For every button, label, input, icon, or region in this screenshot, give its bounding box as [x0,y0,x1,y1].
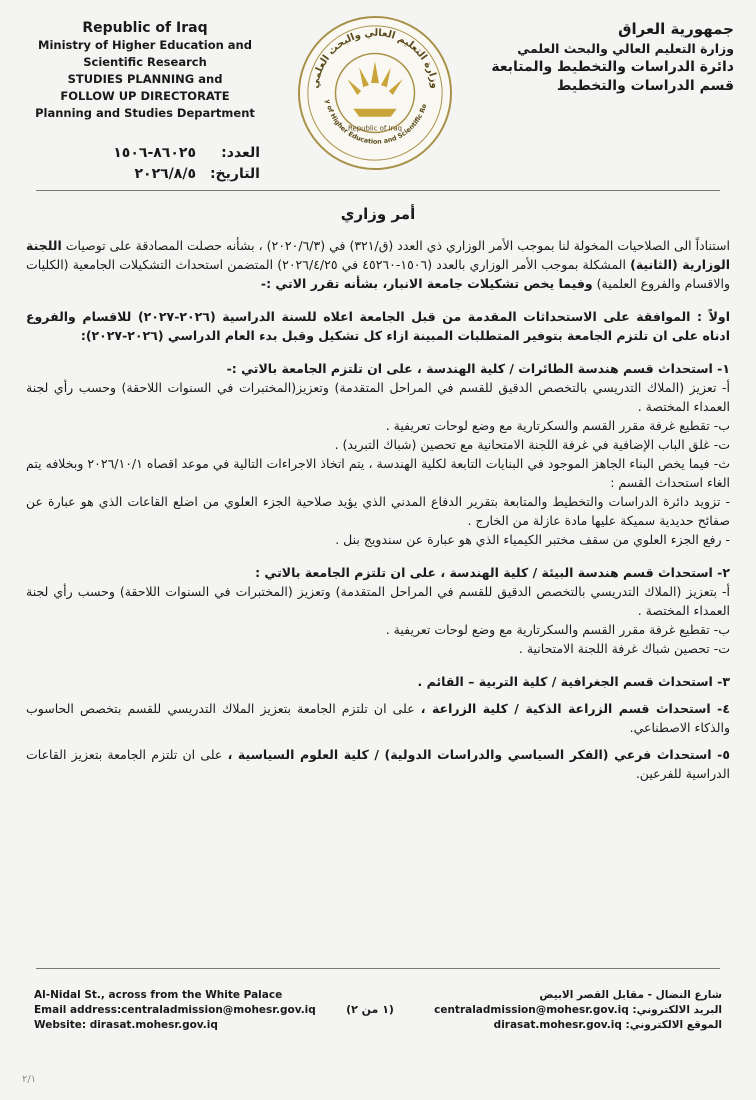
header-english [30,20,260,122]
seal-bottom-text: y of Higher Education and Scientific Re [323,98,429,146]
section-4-text: على ان تلتزم الجامعة بتعزيز الملاك التدريسي للقسم بتخصص الحاسوب والذكاء الاصطناعي. [26,701,730,735]
header-en-line: Republic of Iraq [82,20,208,36]
page-indicator: (١ من ٢) [346,1003,394,1016]
header-ar-line: قسم الدراسات والتخطيط [556,78,734,94]
header-ar-line: دائرة الدراسات والتخطيط والمتابعة [491,59,734,75]
footer-address-ar: شارع النضال - مقابل القصر الابيض [539,989,722,1001]
seal-top-text: وزارة التعليم العالي والبحث العلمي [309,27,441,90]
header-ar-line: وزارة التعليم العالي والبحث العلمي [517,41,734,56]
reference-block [90,143,260,185]
section-5-bold: ٥- استحداث فرعي (الفكر السياسي والدراسات الدولية) / كلية العلوم السياسية ، [227,747,730,762]
header-ar-line: جمهورية العراق [618,20,734,38]
section-2-item: ب- تقطيع غرفة مقرر القسم والسكرتارية مع وضع لوحات تعريفية . [385,622,730,637]
footer-arabic [422,988,722,1033]
section-1-item: ث- فيما يخص البناء الجاهز الموجود في البنايات التابعة لكلية الهندسة ، يتم اتخاذ الاجراءات التالية في موعد اقصاه ٢٠٢٦/١٠/١ وبخلافه يتم الغاء استحداث القسم : [26,456,730,490]
date-label: التاريخ: [209,166,260,182]
intro-text: المشكلة بموجب الأمر الوزاري بالعدد (١٥٠٦-٤٥٢٦٠ في ٢٠٢٦/٤/٢٥) المتضمن استحداث التشكيلات الجامعية (الكليات والاقسام والفروع العلمية) [26,257,730,291]
header-divider [36,190,720,191]
intro-text: ، بشأنه تقرر الاتي :- [260,276,388,291]
section-1-item: ب- تقطيع غرفة مقرر القسم والسكرتارية مع وضع لوحات تعريفية . [385,418,730,433]
header-en-line: Scientific Research [83,55,207,69]
footer-website: Website: dirasat.mohesr.gov.iq [34,1019,218,1031]
intro-text: استناداً الى الصلاحيات المخولة لنا بموجب الأمر الوزاري ذي العدد (ق/٣٢١) في (٢٠٢٠/٦/٣) ، بشأنه حصلت المصادقة على توصيات [61,238,730,253]
intro-bold: وفيما يخص تشكيلات جامعة الانبار [387,276,593,291]
intro-paragraph [26,236,730,293]
section-1-item: أ- تعزيز (الملاك التدريسي بالتخصص الدقيق للقسم في المراحل المتقدمة) وتعزيز(المختبرات في السنوات اللاحقة) وحسب رأي لجنة العمداء المختصة . [26,380,730,414]
footer-email: Email address:centraladmission@mohesr.gov.iq [34,1004,316,1016]
header-arabic [474,20,734,96]
section-1-subitem: - تزويد دائرة الدراسات والتخطيط والمتابعة بتقرير الدفاع المدني الذي يؤيد صلاحية الجزء العلوي من اضلع القاعات الذي هو عبارة عن صفائح حديدية سميكة عليها مادة عازلة من الخارج . [26,494,730,528]
footer-divider [36,968,720,969]
header-en-line: Planning and Studies Department [35,106,255,120]
header-en-line: FOLLOW UP DIRECTORATE [60,89,230,103]
number-value: ٨٦٠٢٥-١٥٠٦ [113,145,196,161]
header-en-line: STUDIES PLANNING and [67,72,223,86]
section-5-text: على ان تلتزم الجامعة بتعزيز القاعات الدراسية للفرعين. [26,747,730,781]
header-en-line: Ministry of Higher Education and [38,38,252,52]
number-label: العدد: [221,145,260,161]
intro-bold: اللجنة الوزارية (الثانية) [26,238,731,272]
footer-english [34,988,334,1033]
footer-address: Al-Nidal St., across from the White Palace [34,989,283,1001]
section-4-bold: ٤- استحداث قسم الزراعة الذكية / كلية الزراعة ، [420,701,730,716]
section-4 [26,699,730,737]
section-1-item: ت- غلق الباب الإضافية في غرفة اللجنة الامتحانية مع تحصين (شباك التبريد) . [334,437,730,452]
section-2-heading: ٢- استحداث قسم هندسة البيئة / كلية الهندسة ، على ان تلتزم الجامعة بالاتي : [255,565,730,580]
ministry-seal-logo [296,14,454,172]
section-2-item: أ- بتعزيز (الملاك التدريسي بالتخصص الدقيق للقسم في المراحل المتقدمة) وتعزيز (المختبرات في السنوات اللاحقة) وحسب رأي لجنة العمداء المختصة . [26,584,730,618]
seal-inner-text: Republic of Iraq [347,124,403,133]
section-1-subitem: - رفع الجزء العلوي من سقف مختبر الكيمياء الذي هو عبارة عن سندويج بنل . [335,532,730,547]
footer-website-ar: الموقع الالكتروني: dirasat.mohesr.gov.iq [493,1019,722,1031]
footer-email-ar: البريد الالكتروني: centraladmission@mohesr.gov.iq [434,1004,722,1016]
section-1-heading: ١- استحداث قسم هندسة الطائرات / كلية الهندسة ، على ان تلتزم الجامعة بالاتي :- [226,361,730,376]
document-body [26,236,730,783]
section-5 [26,745,730,783]
section-2-item: ت- تحصين شباك غرفة اللجنة الامتحانية . [518,641,730,656]
section-3: ٣- استحداث قسم الجغرافية / كلية التربية – القائم . [417,674,730,689]
page-corner-mark: ٢/١ [22,1074,37,1085]
first-clause: اولاً : الموافقة على الاستحداثات المقدمة من قبل الجامعة اعلاه للسنة الدراسية (٢٠٢٦-٢٠٢٧) للاقسام والفروع ادناه على ان تلتزم الجامعة بتوفير المتطلبات المبينة ازاء كل تشكيل وقبل بدء العام الدراسي (٢٠٢٦-٢٠٢٧): [26,309,730,343]
date-value: ٢٠٢٦/٨/٥ [134,166,196,182]
document-title: أمر وزاري [340,205,416,223]
